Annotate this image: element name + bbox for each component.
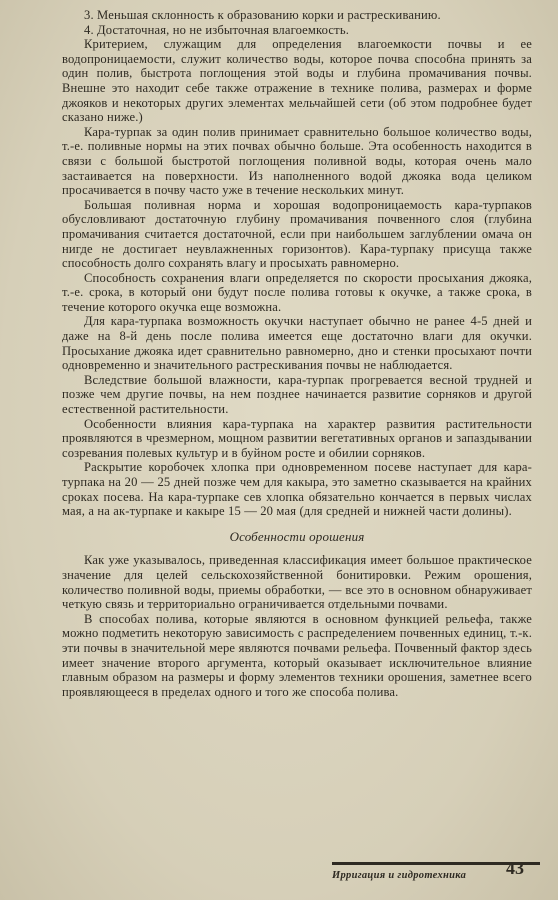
paragraph: Особенности влияния кара-турпака на характер развития растительности проявляются в чрезмерном, мощном развитии вегетативных органов и запаздывании созревания полевых культур и в буйном росте и обилии сорняков. xyxy=(62,416,532,460)
page-number: 43 xyxy=(506,858,524,878)
paragraph: Раскрытие коробочек хлопка при одновременном посеве наступает для кара-турпака на 20 — 25 дней позже чем для какыра, это заметно сказывается на крайних сроках посева. На кара-турпаке сев хлопка обязательно кончается в первых числах мая, а на ак-турпаке и какыре 15 — 20 мая (для средней и нижней части долины). xyxy=(62,460,532,519)
section-heading: Особенности орошения xyxy=(229,528,365,544)
paragraph: Вследствие большой влажности, кара-турпак прогревается весной трудней и позже чем другие почвы, на нем позднее начинается развитие сорняков и другой естественной растительности. xyxy=(62,372,532,417)
journal-title: Ирригация и гидротехника xyxy=(332,870,467,881)
list-item-3: 3. Меньшая склонность к образованию корки и растрескиванию. xyxy=(84,8,441,22)
paragraph: Способность сохранения влаги определяется по скорости просыхания джояка, т.-е. срока, в который они будут после полива готовы к окучке, а также срока, в течение которого окучка еще возможна. xyxy=(62,270,532,314)
page-footer xyxy=(62,856,530,892)
paragraph: Как уже указывалось, приведенная классификация имеет большое практическое значение для целей сельскохозяйственной бонитировки. Режим орошения, количество поливной воды, приемы обработки, — все это в основном обнаруживает четкую связь и территориально ограничивается отдельными почвами. xyxy=(62,553,532,612)
list-item-4: 4. Достаточная, но не избыточная влагоемкость. xyxy=(84,22,350,37)
paragraph: Большая поливная норма и хорошая водопроницаемость кара-турпаков обусловливают достаточную глубину промачивания почвенного слоя (глубина промачивания считается достаточной, если при наибольшем заглублении омача он нигде не достигает неувлажненных горизонтов). Кара-турпаку присуща также способность долго сохранять влагу и просыхать равномерно. xyxy=(62,197,532,271)
paragraph: Критерием, служащим для определения влагоемкости почвы и ее водопроницаемости, служит количество воды, которое почва способна принять за один полив, быстрота поглощения этой воды и глубина промачивания почвы. Внешне это находит себе также отражение в технике полива, размерах и форме джояков и некоторых других элементах мельчайшей сети (об этом подробнее будет сказано ниже.) xyxy=(62,37,532,125)
paragraph: Для кара-турпака возможность окучки наступает обычно не ранее 4-5 дней и даже на 8-й день после полива имеется еще достаточно влаги для окучки. Просыхание джояка идет сравнительно равномерно, дно и стенки просыхают почти одновременно и значительного растрескивания почвы не наблюдается. xyxy=(62,314,532,373)
paragraph: Кара-турпак за один полив принимает сравнительно большое количество воды, т.-е. поливные нормы на этих почвах обычно больше. Эта особенность находится в связи с большой быстротой поглощения поливной воды, которая очень мало застаивается на поверхности. Из наполненного водой джояка вода целиком просачивается в почву часто уже в течение нескольких минут. xyxy=(62,124,532,198)
body-text xyxy=(62,8,532,699)
paragraph: В способах полива, которые являются в основном функцией рельефа, также можно подметить некоторую зависимость с распределением почвенных единиц, т.-к. эти почвы в значительной мере являются почвами рельефа. Почвенный фактор здесь имеет значение второго аргумента, который оказывает исключительное влияние главным образом на размеры и форму элементов техники орошения, заметнее всего проявляющееся в пределах одного и того же способа полива. xyxy=(62,611,532,699)
